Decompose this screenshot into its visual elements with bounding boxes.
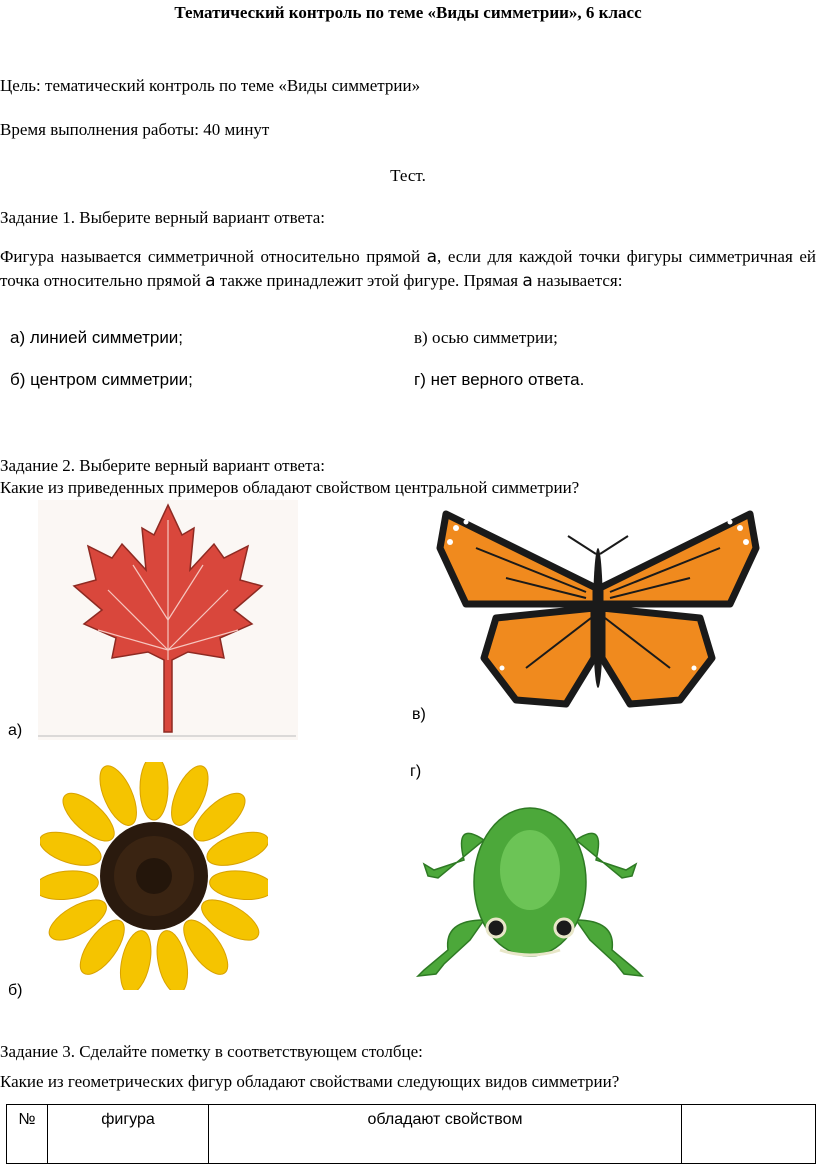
image-label-a: а) bbox=[8, 722, 23, 739]
table-header-property: обладают свойством bbox=[209, 1105, 682, 1164]
task2-heading: Задание 2. Выберите верный вариант ответа: bbox=[0, 456, 325, 475]
task3-heading: Задание 3. Сделайте пометку в соответствующем столбце: bbox=[0, 1042, 423, 1061]
symmetry-table bbox=[6, 1104, 816, 1164]
task1-option-v: в) осью симметрии; bbox=[414, 328, 558, 347]
task2-question: Какие из приведенных примеров обладают свойством центральной симметрии? bbox=[0, 478, 580, 497]
task1-question bbox=[0, 245, 816, 293]
frog-image bbox=[414, 800, 646, 990]
image-label-v: в) bbox=[412, 706, 426, 723]
table-header-figure: фигура bbox=[48, 1105, 209, 1164]
task1-heading: Задание 1. Выберите верный вариант ответа: bbox=[0, 208, 325, 227]
question-text: Фигура называется симметричной относительно прямой bbox=[0, 247, 427, 266]
page-title: Тематический контроль по теме «Виды симметрии», 6 класс bbox=[174, 3, 642, 22]
task1-option-a: а) линией симметрии; bbox=[10, 328, 184, 347]
sunflower-image bbox=[40, 762, 268, 990]
task1-option-g: г) нет верного ответа. bbox=[414, 370, 585, 389]
goal-text: Цель: тематический контроль по теме «Виды симметрии» bbox=[0, 76, 421, 95]
task3-question: Какие из геометрических фигур обладают свойствами следующих видов симметрии? bbox=[0, 1072, 620, 1091]
variable-a: а bbox=[205, 271, 216, 291]
table-header-number: № bbox=[7, 1105, 48, 1164]
question-text: называется: bbox=[532, 271, 623, 290]
question-text: также принадлежит этой фигуре. Прямая bbox=[215, 271, 523, 290]
question-text: , если для каждой точки фигуры симметричная ей точка относительно прямой bbox=[0, 247, 816, 290]
variable-a: а bbox=[522, 271, 533, 291]
image-label-g: г) bbox=[410, 763, 422, 780]
time-text: Время выполнения работы: 40 минут bbox=[0, 120, 270, 139]
image-label-b: б) bbox=[8, 982, 23, 999]
maple-leaf-image bbox=[38, 500, 298, 740]
variable-a: а bbox=[426, 247, 438, 267]
butterfly-image bbox=[436, 508, 760, 708]
task1-option-b: б) центром симметрии; bbox=[10, 370, 193, 389]
test-label: Тест. bbox=[390, 166, 426, 185]
